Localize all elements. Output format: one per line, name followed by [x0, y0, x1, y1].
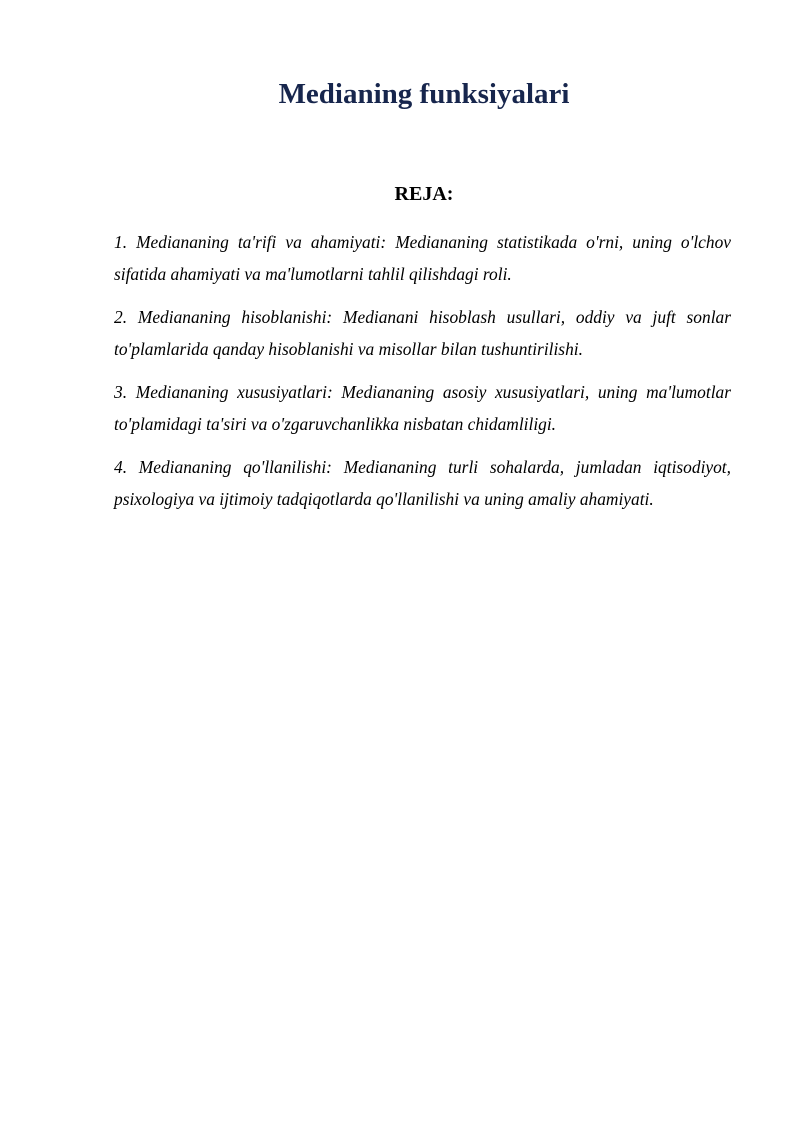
plan-list [114, 226, 731, 526]
page-title: Medianing funksiyalari [278, 78, 570, 110]
plan-item-4: 4. Mediananing qo'llanilishi: Mediananing turli sohalarda, jumladan iqtisodiyot, psixologiya va ijtimoiy tadqiqotlarda qo'llanilishi va uning amaliy ahamiyati. [114, 457, 731, 509]
plan-heading: REJA: [394, 183, 454, 205]
plan-item-1: 1. Mediananing ta'rifi va ahamiyati: Mediananing statistikada o'rni, uning o'lchov sifatida ahamiyati va ma'lumotlarni tahlil qilishdagi roli. [114, 232, 731, 284]
plan-item-3: 3. Mediananing xususiyatlari: Mediananing asosiy xususiyatlari, uning ma'lumotlar to'plamidagi ta'siri va o'zgaruvchanlikka nisbatan chidamliligi. [114, 382, 731, 434]
plan-item-2: 2. Mediananing hisoblanishi: Medianani hisoblash usullari, oddiy va juft sonlar to'plamlarida qanday hisoblanishi va misollar bilan tushuntirilishi. [114, 307, 731, 359]
